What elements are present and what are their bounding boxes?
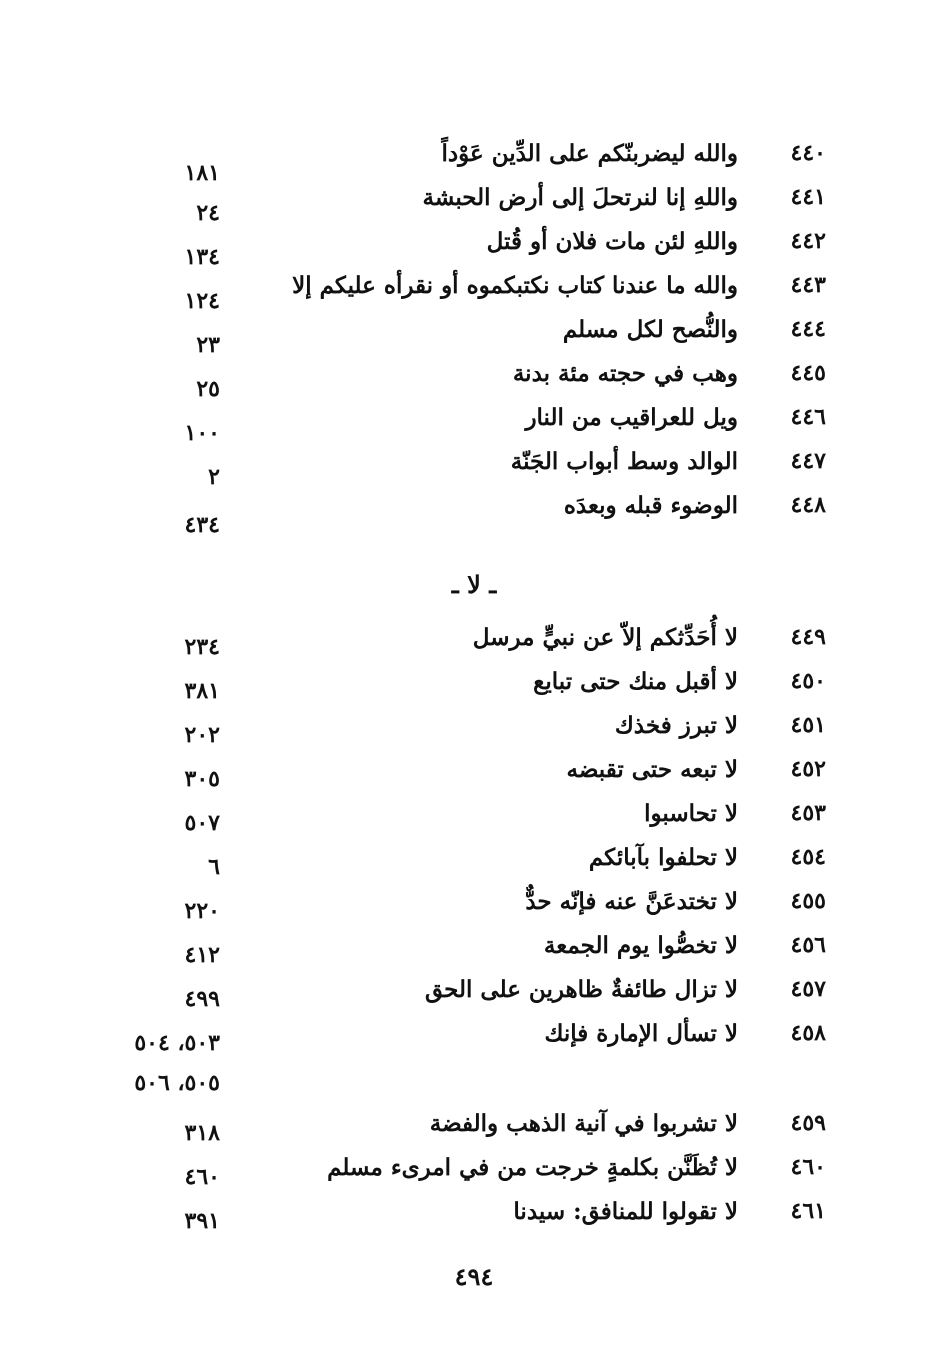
entry-text: والله ما عندنا كتاب نكتبكموه أو نقرأه عليكم إلا [292, 272, 738, 299]
entry-text: والنُّصح لكل مسلم [562, 316, 738, 343]
entry-text: لا تحلفوا بآبائكم [588, 844, 738, 871]
page-reference: ١٨١ [184, 160, 220, 186]
entry-number: ٤٤٧ [790, 448, 826, 474]
index-row [0, 272, 948, 312]
index-row [0, 140, 948, 186]
entry-number: ٤٤٨ [790, 492, 826, 518]
entry-text: والله ليضربنّكم على الدِّين عَوْداً [441, 140, 738, 167]
entry-number: ٤٦١ [790, 1198, 826, 1224]
entry-text: لا تسأل الإمارة فإنك [544, 1020, 738, 1047]
index-row [0, 668, 948, 708]
index-row [0, 228, 948, 268]
page-reference: ٢٠٢ [184, 722, 220, 748]
entry-text: الوالد وسط أبواب الجَنّة [510, 448, 738, 475]
entry-text: لا أُحَدِّثكم إلاّ عن نبيٍّ مرسل [472, 624, 738, 651]
page-reference: ٢ [208, 464, 220, 490]
entry-number: ٤٤٠ [790, 140, 826, 166]
entry-text: لا أقبل منك حتى تبايع [533, 668, 738, 695]
index-row [0, 184, 948, 224]
entry-number: ٤٤٩ [790, 624, 826, 650]
page-reference: ٢٢٠ [184, 898, 220, 924]
index-row [0, 316, 948, 356]
index-row [0, 932, 948, 972]
entry-text: واللهِ لئن مات فلان أو قُتل [486, 228, 738, 255]
entry-text: لا تخصُّوا يوم الجمعة [543, 932, 738, 959]
index-row [0, 888, 948, 928]
page-reference: ١٢٤ [184, 288, 220, 314]
entry-text: لا تحاسبوا [644, 800, 738, 827]
page-reference: ٥٠٧ [184, 810, 220, 836]
page-reference: ٣١٨ [184, 1120, 220, 1146]
index-row [0, 844, 948, 884]
page-reference: ٤٦٠ [184, 1164, 220, 1190]
entry-number: ٤٥٠ [790, 668, 826, 694]
entry-number: ٤٥١ [790, 712, 826, 738]
entry-number: ٤٤١ [790, 184, 826, 210]
entry-text: لا تشربوا في آنية الذهب والفضة [429, 1110, 738, 1137]
index-row [0, 1198, 948, 1238]
entry-text: لا تبرز فخذك [614, 712, 738, 739]
entry-number: ٤٤٥ [790, 360, 826, 386]
entry-text: لا تزال طائفةٌ ظاهرين على الحق [424, 976, 738, 1003]
page-reference: ٤١٢ [184, 942, 220, 968]
page-reference: ٦ [208, 854, 220, 880]
index-row [0, 1066, 948, 1106]
index-row [0, 800, 948, 840]
entry-text: لا تبعه حتى تقبضه [566, 756, 738, 783]
page-reference: ٣٨١ [184, 678, 220, 704]
page-reference: ٥٠٣، ٥٠٤ [134, 1030, 220, 1056]
page-reference: ٣٩١ [184, 1208, 220, 1234]
index-row [0, 404, 948, 444]
entry-number: ٤٥٨ [790, 1020, 826, 1046]
entry-text: ويل للعراقيب من النار [525, 404, 738, 431]
page-reference: ٢٥ [196, 376, 220, 402]
index-row [0, 448, 948, 488]
index-row [0, 712, 948, 752]
page-reference: ٤٣٤ [184, 512, 220, 538]
index-row [0, 1110, 948, 1150]
page-reference: ٣٠٥ [184, 766, 220, 792]
index-row [0, 756, 948, 796]
entry-text: وهب في حجته مئة بدنة [512, 360, 738, 387]
entry-text: الوضوء قبله وبعدَه [563, 492, 738, 519]
page-reference: ٥٠٥، ٥٠٦ [134, 1070, 220, 1096]
entry-number: ٤٥٧ [790, 976, 826, 1002]
entry-number: ٤٥٢ [790, 756, 826, 782]
section-heading: ـ لا ـ [451, 570, 497, 599]
entry-text: لا تختدعَنَّ عنه فإنّه حدٌّ [525, 888, 738, 915]
index-row [0, 976, 948, 1016]
entry-number: ٤٤٢ [790, 228, 826, 254]
index-row [0, 1020, 948, 1060]
page-reference: ٢٣ [196, 332, 220, 358]
entry-text: لا تقولوا للمنافق: سيدنا [513, 1198, 738, 1225]
page-reference: ١٣٤ [184, 244, 220, 270]
entry-number: ٤٥٥ [790, 888, 826, 914]
entry-number: ٤٥٣ [790, 800, 826, 826]
index-row [0, 624, 948, 664]
index-row [0, 1154, 948, 1194]
page-reference: ١٠٠ [184, 420, 220, 446]
index-row [0, 492, 948, 538]
page-reference: ٢٣٤ [184, 634, 220, 660]
entry-number: ٤٦٠ [790, 1154, 826, 1180]
entry-number: ٤٤٦ [790, 404, 826, 430]
entry-text: لا تُظَنَّن بكلمةٍ خرجت من في امرىء مسلم [327, 1154, 738, 1181]
entry-text: واللهِ إنا لنرتحلَ إلى أرض الحبشة [422, 184, 738, 211]
page-reference: ٤٩٩ [184, 986, 220, 1012]
entry-number: ٤٥٦ [790, 932, 826, 958]
entry-number: ٤٤٤ [790, 316, 826, 342]
page-reference: ٢٤ [196, 200, 220, 226]
entry-number: ٤٥٩ [790, 1110, 826, 1136]
index-row [0, 360, 948, 400]
entry-number: ٤٥٤ [790, 844, 826, 870]
page-number: ٤٩٤ [454, 1262, 494, 1291]
entry-number: ٤٤٣ [790, 272, 826, 298]
